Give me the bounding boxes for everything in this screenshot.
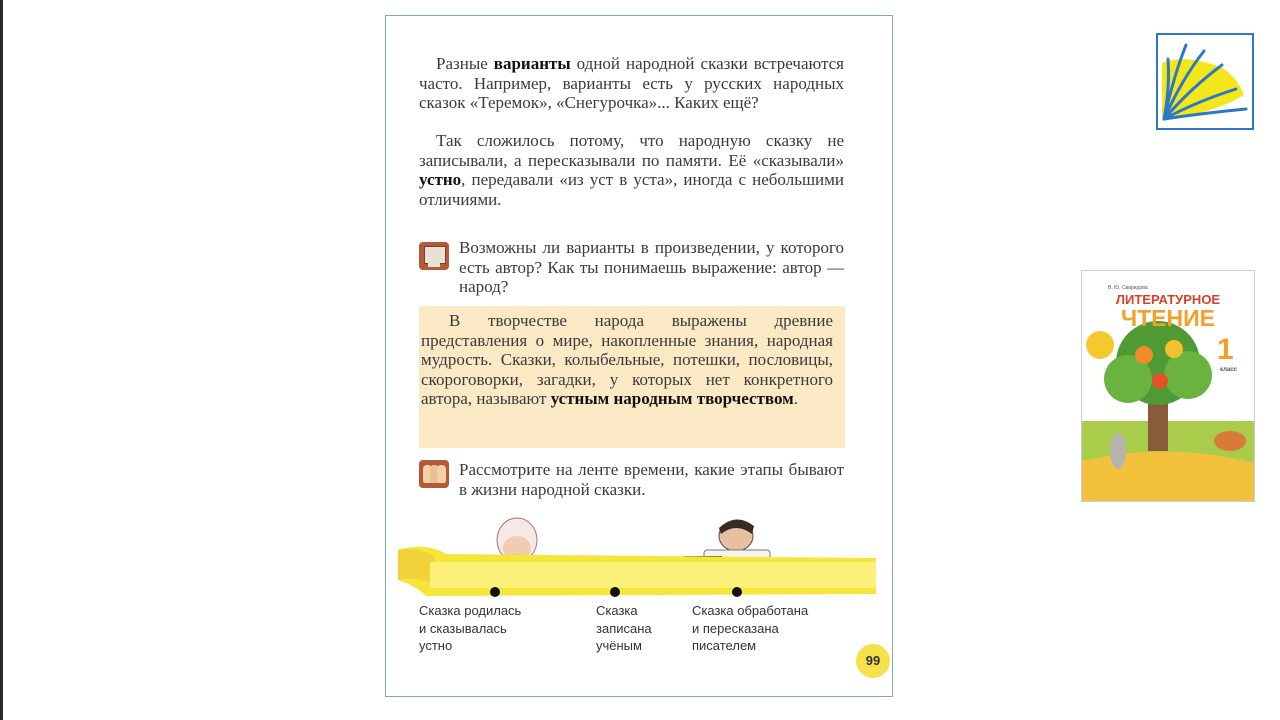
book-title-line2: ЧТЕНИЕ (1120, 305, 1216, 331)
textbook-page (385, 15, 893, 697)
paragraph-oral: Так сложилось потому, что народную сказку не записывали, а пересказывали по памяти. Её «сказывали» устно, передавали «из уст в уста», иногда с небольшими отличиями. (419, 131, 844, 209)
question-author: Возможны ли варианты в произведении, у которого есть автор? Как ты понимаешь выражение: автор — народ? (459, 238, 844, 296)
left-edge-bar (0, 0, 3, 720)
book-grade-label: класс (1220, 367, 1237, 373)
timeline-dot-3 (732, 587, 742, 597)
page-number: 99 (856, 644, 890, 678)
definition-text: В творчестве народа выражены древние представления о мире, накопленные знания, народная мудрость. Сказки, колыбельные, потешки, пословицы, скороговорки, загадки, у которых нет конкретного автора, называют устным народным творчеством. (421, 311, 833, 408)
book-title-line1: ЛИТЕРАТУРНОЕ (1115, 292, 1221, 307)
logo-icon (1156, 33, 1254, 130)
term-folk-art: устным народным творчеством (550, 389, 794, 408)
timeline-caption-2: Сказка записана учёным (596, 603, 652, 653)
timeline-dot-1 (490, 587, 500, 597)
monitor-icon (419, 242, 449, 270)
book-cover (1081, 270, 1255, 502)
definition-box (419, 306, 845, 448)
question-timeline: Рассмотрите на ленте времени, какие этапы бывают в жизни народной сказки. (459, 460, 844, 499)
book-grade-number: 1 (1217, 333, 1234, 366)
term-orally: устно (419, 170, 462, 189)
timeline-caption-3: Сказка обработана и пересказана писателем (692, 603, 809, 653)
people-icon (419, 460, 449, 488)
paragraph-variants: Разные варианты одной народной сказки встречаются часто. Например, варианты есть у русских народных сказок «Теремок», «Снегурочка»... Каких ещё? (419, 54, 845, 112)
timeline-dot-2 (610, 587, 620, 597)
term-variants: варианты (493, 54, 571, 73)
timeline-caption-1: Сказка родилась и сказывалась устно (419, 603, 522, 653)
book-author: В. Ю. Свиридова (1108, 285, 1148, 291)
timeline-illustration (386, 506, 892, 616)
